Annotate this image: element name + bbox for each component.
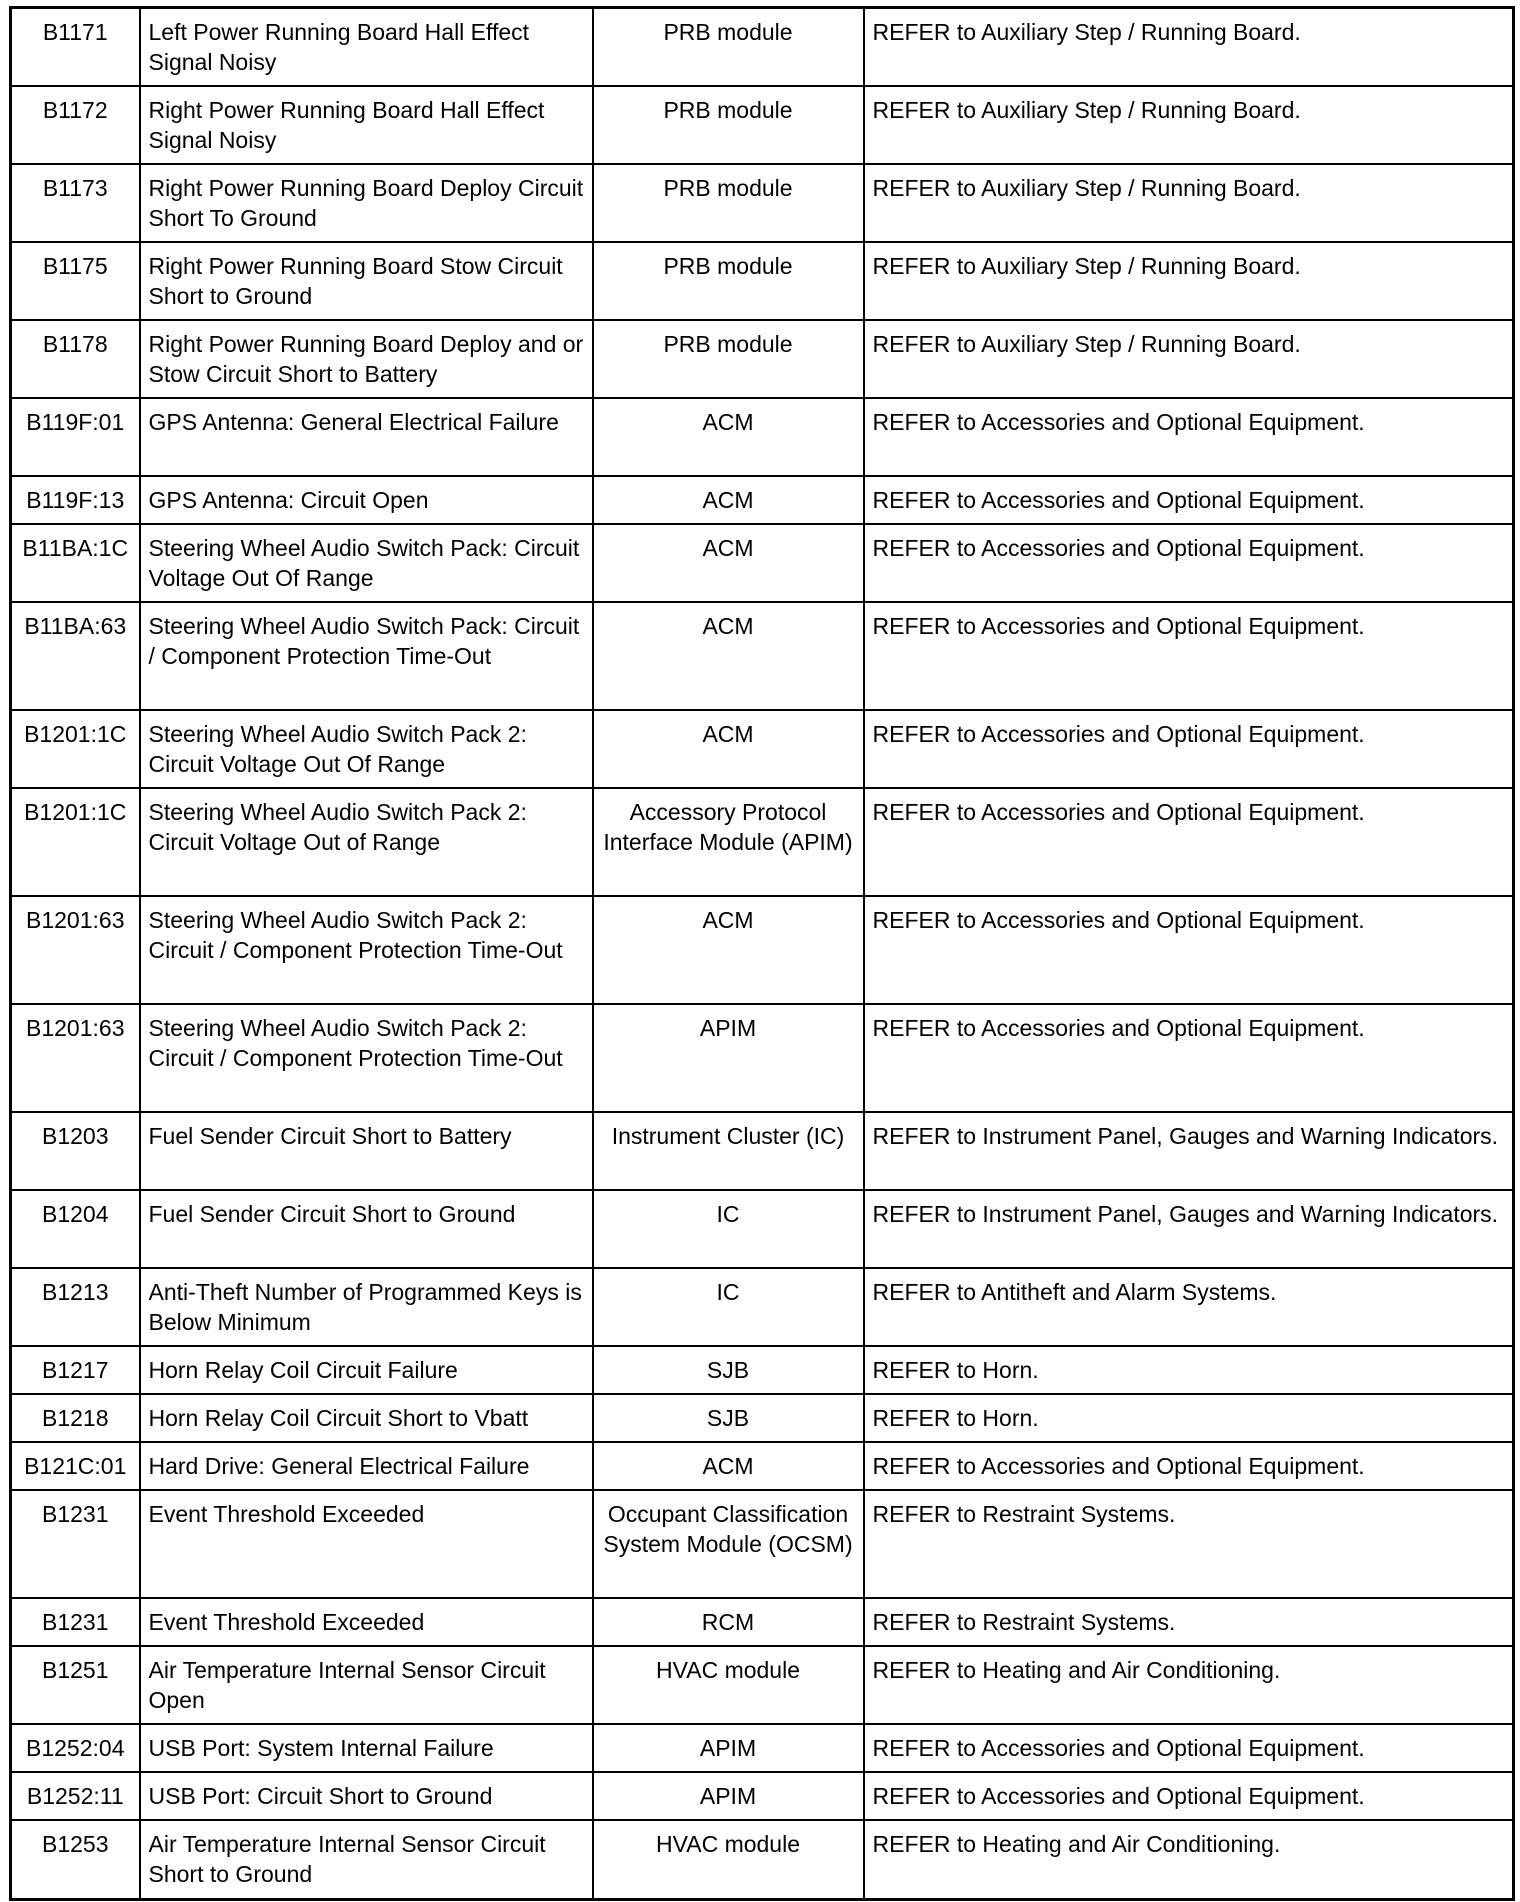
dtc-table-container (9, 6, 1512, 1895)
dtc-table-body (11, 8, 1514, 1900)
module-cell: SJB (593, 1346, 864, 1394)
module-cell: Instrument Cluster (IC) (593, 1112, 864, 1190)
module-cell: PRB module (593, 86, 864, 164)
description-cell: Left Power Running Board Hall Effect Signal Noisy (140, 8, 593, 86)
description-cell: Hard Drive: General Electrical Failure (140, 1442, 593, 1490)
description-cell: Steering Wheel Audio Switch Pack: Circuit / Component Protection Time-Out (140, 602, 593, 710)
description-cell: Right Power Running Board Hall Effect Signal Noisy (140, 86, 593, 164)
action-cell: REFER to Auxiliary Step / Running Board. (864, 242, 1514, 320)
action-cell: REFER to Accessories and Optional Equipment. (864, 1004, 1514, 1112)
module-cell: PRB module (593, 320, 864, 398)
module-cell: Occupant Classification System Module (OCSM) (593, 1490, 864, 1598)
dtc-code-cell: B1252:11 (11, 1772, 140, 1820)
dtc-code-cell: B1213 (11, 1268, 140, 1346)
description-cell: Horn Relay Coil Circuit Short to Vbatt (140, 1394, 593, 1442)
action-cell: REFER to Heating and Air Conditioning. (864, 1646, 1514, 1724)
dtc-code-cell: B11BA:63 (11, 602, 140, 710)
dtc-code-cell: B119F:01 (11, 398, 140, 476)
description-cell: Air Temperature Internal Sensor Circuit Short to Ground (140, 1820, 593, 1900)
dtc-code-cell: B1253 (11, 1820, 140, 1900)
dtc-code-cell: B11BA:1C (11, 524, 140, 602)
dtc-code-cell: B1201:63 (11, 896, 140, 1004)
description-cell: Fuel Sender Circuit Short to Ground (140, 1190, 593, 1268)
table-row (11, 8, 1514, 86)
dtc-code-cell: B1172 (11, 86, 140, 164)
action-cell: REFER to Instrument Panel, Gauges and Warning Indicators. (864, 1190, 1514, 1268)
dtc-code-cell: B1251 (11, 1646, 140, 1724)
table-row (11, 896, 1514, 1004)
module-cell: ACM (593, 398, 864, 476)
dtc-code-cell: B1204 (11, 1190, 140, 1268)
table-row (11, 164, 1514, 242)
dtc-code-cell: B1173 (11, 164, 140, 242)
description-cell: USB Port: Circuit Short to Ground (140, 1772, 593, 1820)
table-row (11, 398, 1514, 476)
table-row (11, 1772, 1514, 1820)
action-cell: REFER to Auxiliary Step / Running Board. (864, 320, 1514, 398)
dtc-code-cell: B1201:1C (11, 710, 140, 788)
module-cell: IC (593, 1268, 864, 1346)
description-cell: Horn Relay Coil Circuit Failure (140, 1346, 593, 1394)
description-cell: Steering Wheel Audio Switch Pack: Circuit Voltage Out Of Range (140, 524, 593, 602)
description-cell: GPS Antenna: Circuit Open (140, 476, 593, 524)
dtc-code-cell: B1203 (11, 1112, 140, 1190)
table-row (11, 1004, 1514, 1112)
table-row (11, 1346, 1514, 1394)
dtc-code-cell: B1178 (11, 320, 140, 398)
dtc-code-cell: B1231 (11, 1490, 140, 1598)
action-cell: REFER to Accessories and Optional Equipment. (864, 524, 1514, 602)
dtc-code-cell: B119F:13 (11, 476, 140, 524)
description-cell: Event Threshold Exceeded (140, 1598, 593, 1646)
module-cell: PRB module (593, 164, 864, 242)
description-cell: Air Temperature Internal Sensor Circuit Open (140, 1646, 593, 1724)
table-row (11, 1394, 1514, 1442)
description-cell: Event Threshold Exceeded (140, 1490, 593, 1598)
dtc-code-cell: B1217 (11, 1346, 140, 1394)
table-row (11, 86, 1514, 164)
table-row (11, 1190, 1514, 1268)
table-row (11, 242, 1514, 320)
action-cell: REFER to Accessories and Optional Equipment. (864, 710, 1514, 788)
module-cell: RCM (593, 1598, 864, 1646)
action-cell: REFER to Auxiliary Step / Running Board. (864, 86, 1514, 164)
dtc-code-cell: B1201:1C (11, 788, 140, 896)
module-cell: ACM (593, 476, 864, 524)
description-cell: Steering Wheel Audio Switch Pack 2: Circuit Voltage Out of Range (140, 788, 593, 896)
action-cell: REFER to Accessories and Optional Equipment. (864, 896, 1514, 1004)
module-cell: HVAC module (593, 1646, 864, 1724)
action-cell: REFER to Accessories and Optional Equipment. (864, 788, 1514, 896)
module-cell: ACM (593, 524, 864, 602)
action-cell: REFER to Restraint Systems. (864, 1490, 1514, 1598)
module-cell: IC (593, 1190, 864, 1268)
table-row (11, 524, 1514, 602)
dtc-code-cell: B1252:04 (11, 1724, 140, 1772)
description-cell: Right Power Running Board Stow Circuit Short to Ground (140, 242, 593, 320)
table-row (11, 710, 1514, 788)
dtc-code-cell: B1171 (11, 8, 140, 86)
dtc-code-cell: B1231 (11, 1598, 140, 1646)
module-cell: ACM (593, 710, 864, 788)
action-cell: REFER to Accessories and Optional Equipment. (864, 476, 1514, 524)
table-row (11, 602, 1514, 710)
action-cell: REFER to Accessories and Optional Equipment. (864, 398, 1514, 476)
table-row (11, 1490, 1514, 1598)
module-cell: ACM (593, 896, 864, 1004)
action-cell: REFER to Horn. (864, 1346, 1514, 1394)
description-cell: GPS Antenna: General Electrical Failure (140, 398, 593, 476)
description-cell: Fuel Sender Circuit Short to Battery (140, 1112, 593, 1190)
table-row (11, 320, 1514, 398)
action-cell: REFER to Accessories and Optional Equipment. (864, 1442, 1514, 1490)
module-cell: APIM (593, 1004, 864, 1112)
action-cell: REFER to Auxiliary Step / Running Board. (864, 164, 1514, 242)
action-cell: REFER to Accessories and Optional Equipment. (864, 602, 1514, 710)
table-row (11, 1112, 1514, 1190)
action-cell: REFER to Instrument Panel, Gauges and Warning Indicators. (864, 1112, 1514, 1190)
table-row (11, 1820, 1514, 1900)
module-cell: APIM (593, 1772, 864, 1820)
description-cell: Steering Wheel Audio Switch Pack 2: Circuit Voltage Out Of Range (140, 710, 593, 788)
module-cell: ACM (593, 1442, 864, 1490)
table-row (11, 788, 1514, 896)
module-cell: PRB module (593, 242, 864, 320)
action-cell: REFER to Antitheft and Alarm Systems. (864, 1268, 1514, 1346)
module-cell: HVAC module (593, 1820, 864, 1900)
table-row (11, 1724, 1514, 1772)
dtc-code-cell: B1218 (11, 1394, 140, 1442)
table-row (11, 1442, 1514, 1490)
dtc-table (9, 6, 1515, 1901)
module-cell: PRB module (593, 8, 864, 86)
table-row (11, 1598, 1514, 1646)
module-cell: ACM (593, 602, 864, 710)
table-row (11, 476, 1514, 524)
description-cell: Steering Wheel Audio Switch Pack 2: Circuit / Component Protection Time-Out (140, 1004, 593, 1112)
action-cell: REFER to Restraint Systems. (864, 1598, 1514, 1646)
dtc-code-cell: B121C:01 (11, 1442, 140, 1490)
description-cell: Anti-Theft Number of Programmed Keys is Below Minimum (140, 1268, 593, 1346)
action-cell: REFER to Heating and Air Conditioning. (864, 1820, 1514, 1900)
module-cell: SJB (593, 1394, 864, 1442)
table-row (11, 1268, 1514, 1346)
action-cell: REFER to Accessories and Optional Equipment. (864, 1772, 1514, 1820)
description-cell: Right Power Running Board Deploy and or Stow Circuit Short to Battery (140, 320, 593, 398)
module-cell: Accessory Protocol Interface Module (APIM) (593, 788, 864, 896)
dtc-code-cell: B1175 (11, 242, 140, 320)
dtc-code-cell: B1201:63 (11, 1004, 140, 1112)
description-cell: Steering Wheel Audio Switch Pack 2: Circuit / Component Protection Time-Out (140, 896, 593, 1004)
module-cell: APIM (593, 1724, 864, 1772)
description-cell: Right Power Running Board Deploy Circuit Short To Ground (140, 164, 593, 242)
table-row (11, 1646, 1514, 1724)
description-cell: USB Port: System Internal Failure (140, 1724, 593, 1772)
action-cell: REFER to Accessories and Optional Equipment. (864, 1724, 1514, 1772)
action-cell: REFER to Auxiliary Step / Running Board. (864, 8, 1514, 86)
action-cell: REFER to Horn. (864, 1394, 1514, 1442)
